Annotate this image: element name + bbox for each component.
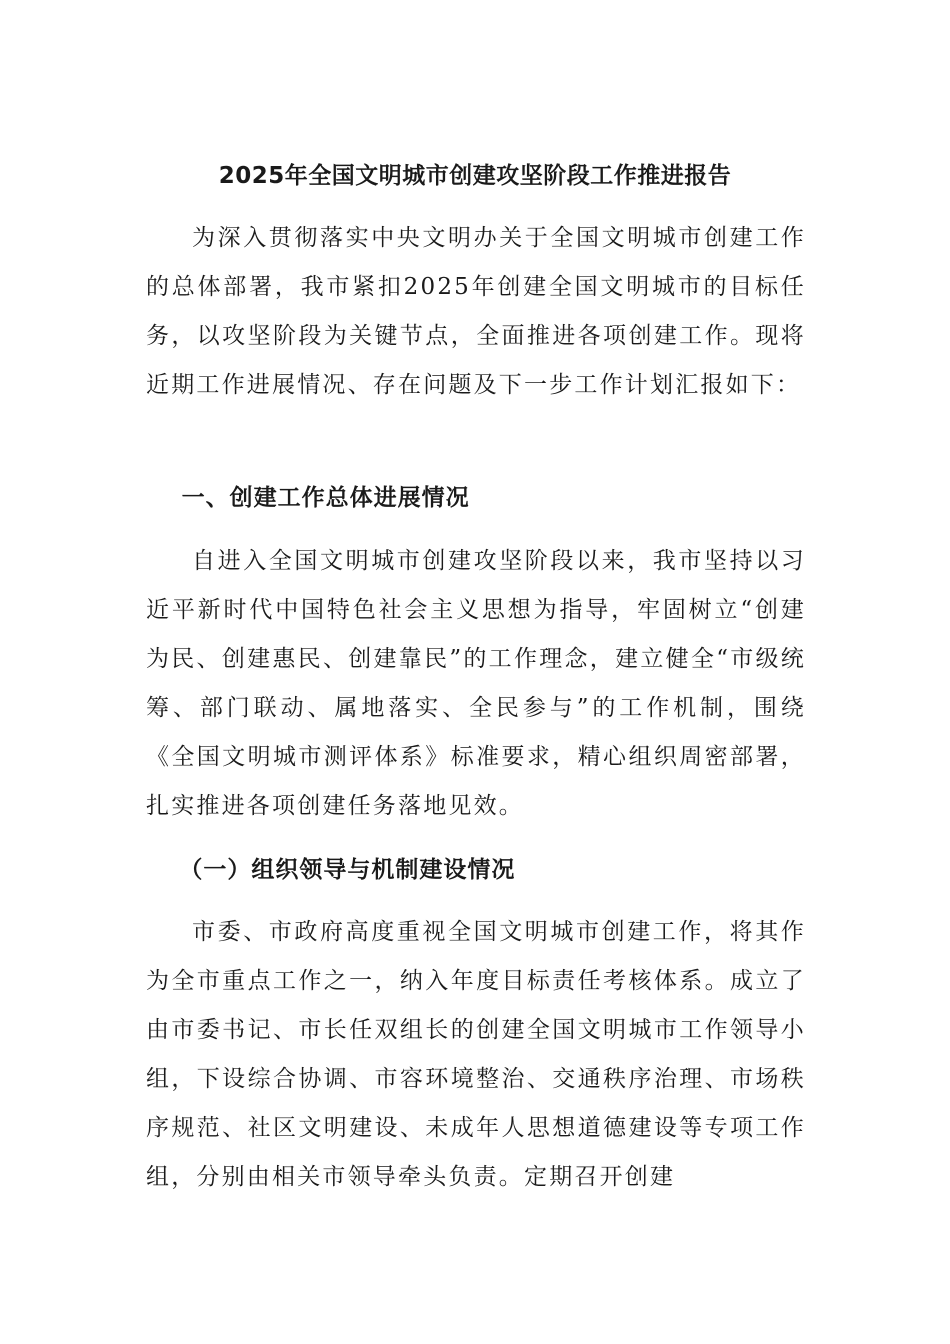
section-heading-1: 一、创建工作总体进展情况 bbox=[181, 485, 470, 511]
section-1-paragraph: 自进入全国文明城市创建攻坚阶段以来，我市坚持以习近平新时代中国特色社会主义思想为指导，牢固树立“创建为民、创建惠民、创建靠民”的工作理念，建立健全“市级统筹、部门联动、属地落实、全民参与”的工作机制，围绕《全国文明城市测评体系》标准要求，精心组织周密部署，扎实推进各项创建任务落地见效。 bbox=[146, 548, 806, 819]
subsection-heading-1: （一）组织领导与机制建设情况 bbox=[179, 857, 516, 883]
subsection-1-paragraph: 市委、市政府高度重视全国文明城市创建工作，将其作为全市重点工作之一，纳入年度目标责任考核体系。成立了由市委书记、市长任双组长的创建全国文明城市工作领导小组，下设综合协调、市容环境整治、交通秩序治理、市场秩序规范、社区文明建设、未成年人思想道德建设等专项工作组，分别由相关市领导牵头负责。定期召开创建 bbox=[146, 919, 806, 1190]
document-title: 2025年全国文明城市创建攻坚阶段工作推进报告 bbox=[218, 163, 732, 189]
intro-paragraph: 为深入贯彻落实中央文明办关于全国文明城市创建工作的总体部署，我市紧扣2025年创建全国文明城市的目标任务，以攻坚阶段为关键节点，全面推进各项创建工作。现将近期工作进展情况、存在问题及下一步工作计划汇报如下： bbox=[146, 225, 806, 398]
